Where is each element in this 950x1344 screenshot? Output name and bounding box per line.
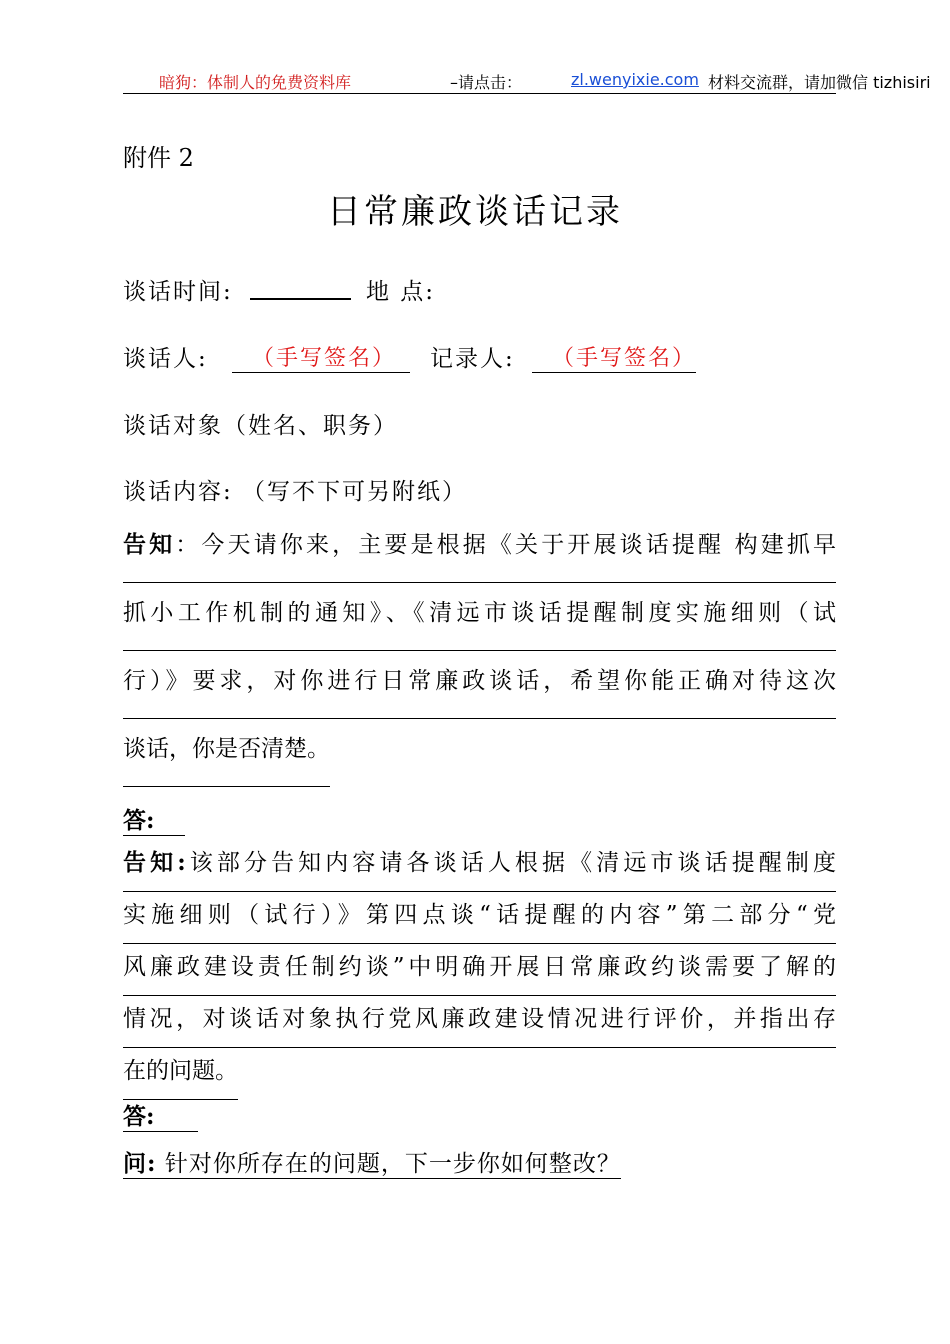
recorder-signature[interactable]: （手写签名） xyxy=(532,341,696,373)
header-group-text: 材料交流群，请加微信 tizhisiri xyxy=(708,73,931,92)
talker-signature[interactable]: （手写签名） xyxy=(232,341,410,373)
notice-2-label: 告知: xyxy=(123,849,186,876)
header-brand: 暗狗：体制人的免费资料库 xyxy=(159,73,352,92)
talker-field-label: 谈话人: xyxy=(123,346,208,372)
answer-2-label: 答: xyxy=(123,1098,198,1132)
notice-1-label: 告知 xyxy=(123,531,176,558)
page-header xyxy=(123,68,931,94)
page-title: 日常廉政谈话记录 xyxy=(327,192,623,232)
notice-2-line: 情况，对谈话对象执行党风廉政建设情况进行评价，并指出存 xyxy=(123,996,836,1048)
question-line xyxy=(123,1145,621,1179)
time-field-label: 谈话时间: xyxy=(123,279,233,305)
place-field-label: 地 点: xyxy=(366,279,436,305)
content-field-label: 谈话内容: （写不下可另附纸） xyxy=(123,479,468,505)
notice-1-line: 抓小工作机制的通知》、《清远市谈话提醒制度实施细则（试 xyxy=(123,583,836,651)
time-blank[interactable] xyxy=(250,298,351,300)
notice-1-line: 谈话，你是否清楚。 xyxy=(123,719,330,787)
recorder-field-label: 记录人: xyxy=(430,346,515,372)
notice-2-line: 在的问题。 xyxy=(123,1048,238,1100)
notice-2-line: 风廉政建设责任制约谈”中明确开展日常廉政约谈需要了解的 xyxy=(123,944,836,996)
question-text: 针对你所存在的问题，下一步你如何整改？ xyxy=(164,1151,621,1177)
header-url-link[interactable]: zl.wenyixie.com xyxy=(571,70,699,89)
notice-2-line: 实施细则（试行）》第四点谈“话提醒的内容”第二部分“党 xyxy=(123,892,836,944)
attachment-label: 附件 2 xyxy=(123,144,194,172)
target-field-label: 谈话对象（姓名、职务） xyxy=(123,413,398,439)
question-label: 问: xyxy=(123,1150,157,1177)
header-click-label: –请点击： xyxy=(450,73,523,92)
notice-1-line: 行）》要求，对你进行日常廉政谈话，希望你能正确对待这次 xyxy=(123,651,836,719)
notice-1-line: 告知：今天请你来，主要是根据《关于开展谈话提醒 构建抓早 xyxy=(123,515,836,583)
notice-2 xyxy=(123,840,836,1100)
notice-1 xyxy=(123,515,836,787)
answer-1-label: 答: xyxy=(123,802,185,836)
notice-2-line: 告知:该部分告知内容请各谈话人根据《清远市谈话提醒制度 xyxy=(123,840,836,892)
